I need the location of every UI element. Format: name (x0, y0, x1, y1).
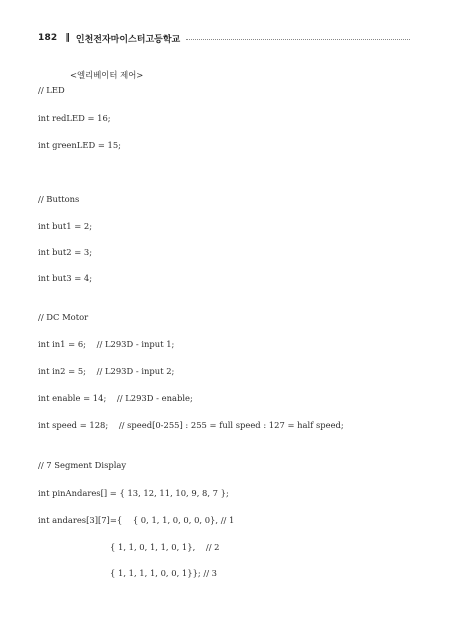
code-line: int but1 = 2; (38, 221, 93, 231)
code-line: { 1, 1, 0, 1, 1, 0, 1}, // 2 (110, 542, 220, 552)
section-subtitle: <엘리베이터 제어> (70, 70, 144, 80)
code-line: int in2 = 5; // L293D - input 2; (38, 366, 175, 376)
page-number: 182 (38, 33, 58, 43)
dotted-leader (186, 39, 410, 40)
code-line: int redLED = 16; (38, 113, 111, 123)
header-separator: ‖ (65, 33, 70, 43)
code-line: { 1, 1, 1, 1, 0, 0, 1}}; // 3 (110, 568, 218, 578)
code-comment: // DC Motor (38, 312, 89, 322)
code-line: int speed = 128; // speed[0-255] : 255 = full speed : 127 = half speed; (38, 420, 344, 430)
code-line: int but2 = 3; (38, 247, 93, 257)
code-line: int pinAndares[] = { 13, 12, 11, 10, 9, 8, 7 }; (38, 488, 229, 498)
code-line: int andares[3][7]={ { 0, 1, 1, 0, 0, 0, 0}, // 1 (38, 515, 235, 525)
code-line: int but3 = 4; (38, 273, 93, 283)
code-comment: // 7 Segment Display (38, 460, 127, 470)
code-line: int in1 = 6; // L293D - input 1; (38, 339, 175, 349)
page-header (38, 30, 410, 46)
code-line: int enable = 14; // L293D - enable; (38, 393, 193, 403)
school-name: 인천전자마이스터고등학교 (75, 34, 181, 45)
code-comment: // Buttons (38, 194, 80, 204)
code-line: int greenLED = 15; (38, 140, 121, 150)
code-comment: // LED (38, 85, 65, 95)
